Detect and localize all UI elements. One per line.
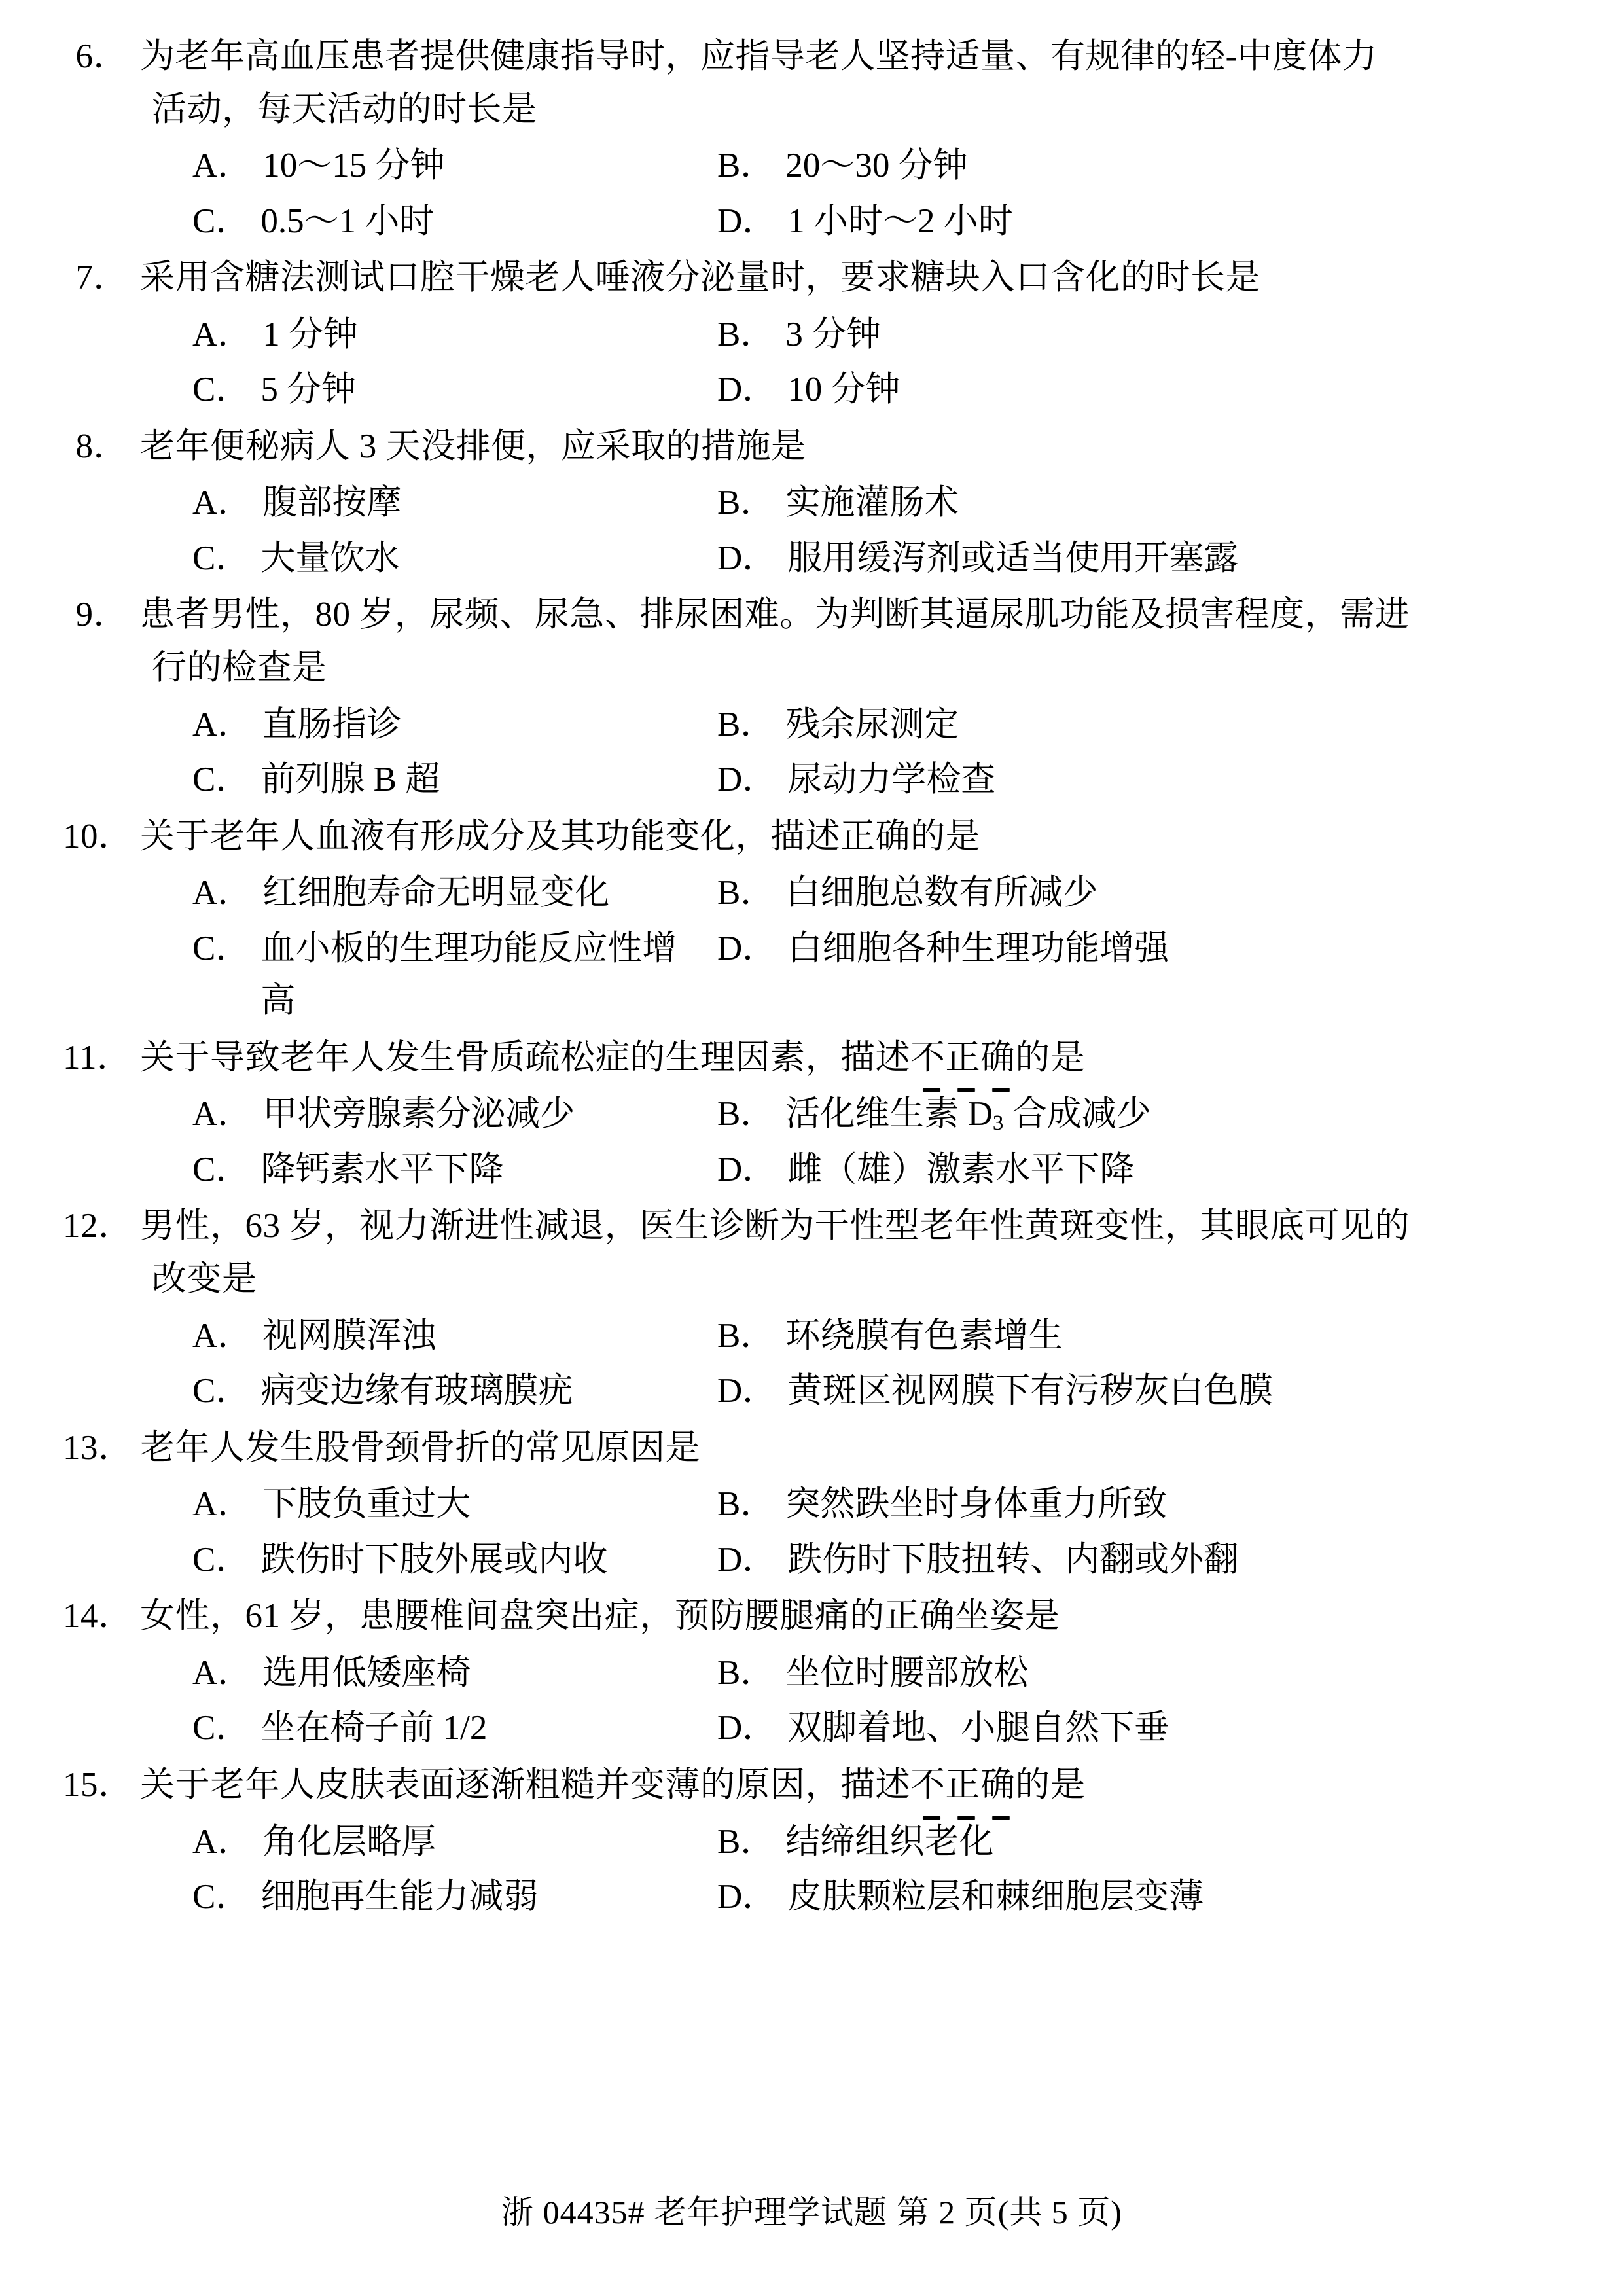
option-b-label: B． bbox=[717, 484, 776, 522]
option-d[interactable] bbox=[711, 1871, 1560, 1924]
option-list bbox=[63, 1816, 1560, 1924]
option-row bbox=[63, 1702, 1560, 1755]
option-list bbox=[63, 1088, 1560, 1196]
option-c[interactable] bbox=[63, 363, 711, 416]
option-d[interactable] bbox=[711, 363, 1560, 416]
option-d-text: 尿动力学检查 bbox=[787, 761, 996, 799]
option-a-text: 下肢负重过大 bbox=[262, 1485, 471, 1524]
option-b[interactable] bbox=[711, 1478, 1560, 1531]
option-c-label: C． bbox=[192, 1372, 251, 1410]
question-number: 10． bbox=[63, 817, 134, 855]
option-b-label: B． bbox=[717, 1095, 776, 1134]
question-10 bbox=[63, 810, 1560, 1028]
option-a-label: A． bbox=[192, 1095, 253, 1134]
option-c-label: C． bbox=[192, 1150, 251, 1189]
option-a-label: A． bbox=[192, 1316, 253, 1355]
question-stem-line2 bbox=[63, 1253, 1560, 1306]
question-number: 11． bbox=[63, 1038, 132, 1077]
option-d-label: D． bbox=[717, 1372, 777, 1410]
option-c-text: 跌伤时下肢外展或内收 bbox=[260, 1540, 608, 1579]
option-list bbox=[63, 1478, 1560, 1586]
question-11 bbox=[63, 1031, 1560, 1196]
option-b-text: 实施灌肠术 bbox=[785, 484, 959, 522]
option-c-label: C． bbox=[192, 1709, 251, 1748]
option-row bbox=[63, 922, 1560, 1028]
question-number: 12． bbox=[63, 1207, 134, 1246]
question-9 bbox=[63, 588, 1560, 806]
option-a-label: A． bbox=[192, 1822, 253, 1861]
option-c-label: C． bbox=[192, 539, 251, 577]
option-c[interactable] bbox=[63, 532, 711, 585]
option-b-text: 坐位时腰部放松 bbox=[785, 1653, 1029, 1692]
stem-suffix: 的是 bbox=[1015, 1038, 1086, 1077]
option-row bbox=[63, 1365, 1560, 1418]
question-12 bbox=[63, 1200, 1560, 1417]
emphasis-negation: 不正确 bbox=[910, 1759, 1016, 1812]
option-d-text: 黄斑区视网膜下有污秽灰白色膜 bbox=[787, 1372, 1274, 1410]
option-a-label: A． bbox=[192, 874, 253, 912]
option-c[interactable] bbox=[63, 1702, 711, 1755]
option-d-text: 服用缓泻剂或适当使用开塞露 bbox=[787, 539, 1239, 577]
option-list bbox=[63, 308, 1560, 416]
stem-suffix: 的是 bbox=[1015, 1765, 1086, 1804]
option-a-label: A． bbox=[192, 1485, 253, 1524]
stem-prefix: 关于导致老年人发生骨质疏松症的生理因素，描述 bbox=[140, 1038, 910, 1077]
option-d-label: D． bbox=[717, 761, 777, 799]
question-7 bbox=[63, 251, 1560, 416]
option-c-text: 大量饮水 bbox=[260, 539, 400, 577]
option-d-text: 白细胞各种生理功能增强 bbox=[787, 929, 1169, 967]
option-c[interactable] bbox=[63, 1365, 711, 1418]
option-a-text: 1 分钟 bbox=[262, 315, 359, 353]
option-row bbox=[63, 1088, 1560, 1141]
option-c-text: 5 分钟 bbox=[260, 370, 357, 409]
option-c-text: 细胞再生能力减弱 bbox=[260, 1878, 539, 1916]
option-b-label: B． bbox=[717, 705, 776, 744]
option-b[interactable] bbox=[711, 476, 1560, 529]
question-stem-text: 女性，61 岁，患腰椎间盘突出症，预防腰腿痛的正确坐姿是 bbox=[140, 1597, 1060, 1636]
option-c-text: 0.5～1 小时 bbox=[260, 202, 435, 240]
question-stem bbox=[63, 588, 1560, 641]
option-a-text: 10～15 分钟 bbox=[262, 147, 445, 185]
option-c[interactable] bbox=[63, 753, 711, 806]
option-d-text: 双脚着地、小腿自然下垂 bbox=[787, 1709, 1169, 1748]
option-a[interactable] bbox=[63, 1816, 711, 1869]
option-b-text: 环绕膜有色素增生 bbox=[785, 1316, 1063, 1355]
option-c-label: C． bbox=[192, 761, 251, 799]
option-b-label: B． bbox=[717, 1822, 776, 1861]
option-c-text: 降钙素水平下降 bbox=[260, 1150, 504, 1189]
option-b-text-pre: 活化维生素 D bbox=[785, 1095, 993, 1134]
option-d-label: D． bbox=[717, 1709, 777, 1748]
option-c-text: 病变边缘有玻璃膜疣 bbox=[260, 1372, 573, 1410]
option-b[interactable] bbox=[711, 1088, 1560, 1141]
question-stem-text: 采用含糖法测试口腔干燥老人唾液分泌量时，要求糖块入口含化的时长是 bbox=[140, 259, 1260, 297]
option-d-text: 雌（雄）激素水平下降 bbox=[787, 1150, 1135, 1189]
option-d[interactable] bbox=[711, 922, 1560, 1028]
option-row bbox=[63, 1816, 1560, 1869]
question-13 bbox=[63, 1422, 1560, 1587]
option-d[interactable] bbox=[711, 1534, 1560, 1587]
question-6 bbox=[63, 30, 1560, 247]
option-b-text: 白细胞总数有所减少 bbox=[785, 874, 1098, 912]
option-a-label: A． bbox=[192, 705, 253, 744]
option-a-text: 选用低矮座椅 bbox=[262, 1653, 471, 1692]
option-d-text: 跌伤时下肢扭转、内翻或外翻 bbox=[787, 1540, 1239, 1579]
option-d-text: 皮肤颗粒层和棘细胞层变薄 bbox=[787, 1878, 1204, 1916]
option-list bbox=[63, 476, 1560, 584]
question-stem-text-cont: 行的检查是 bbox=[152, 649, 327, 687]
question-stem-text bbox=[140, 1759, 1560, 1812]
question-stem-line2 bbox=[63, 641, 1560, 694]
option-list bbox=[63, 1647, 1560, 1755]
option-row bbox=[63, 363, 1560, 416]
question-number: 6． bbox=[75, 37, 128, 75]
option-row bbox=[63, 308, 1560, 361]
option-row bbox=[63, 1478, 1560, 1531]
question-stem-text-cont: 活动，每天活动的时长是 bbox=[152, 90, 537, 128]
option-row bbox=[63, 698, 1560, 751]
option-b[interactable] bbox=[711, 308, 1560, 361]
option-c-label: C． bbox=[192, 1878, 251, 1916]
option-a[interactable] bbox=[63, 139, 711, 192]
option-b-subscript: 3 bbox=[992, 1111, 1004, 1136]
option-c-label: C． bbox=[192, 929, 251, 967]
question-stem bbox=[63, 30, 1560, 83]
question-8 bbox=[63, 420, 1560, 585]
option-d[interactable] bbox=[711, 532, 1560, 585]
question-stem bbox=[63, 1031, 1560, 1085]
question-stem-text: 为老年高血压患者提供健康指导时，应指导老人坚持适量、有规律的轻-中度体力 bbox=[140, 37, 1378, 75]
option-b-text-post: 合成减少 bbox=[1003, 1095, 1151, 1134]
question-stem bbox=[63, 251, 1560, 304]
question-stem bbox=[63, 1200, 1560, 1253]
option-b-text: 20～30 分钟 bbox=[785, 147, 968, 185]
option-b[interactable] bbox=[711, 1816, 1560, 1869]
option-a[interactable] bbox=[63, 698, 711, 751]
question-stem bbox=[63, 810, 1560, 863]
option-a[interactable] bbox=[63, 1647, 711, 1700]
option-d-text: 1 小时～2 小时 bbox=[787, 202, 1013, 240]
option-d-label: D． bbox=[717, 1540, 777, 1579]
option-row bbox=[63, 195, 1560, 248]
option-row bbox=[63, 1534, 1560, 1587]
option-b[interactable] bbox=[711, 867, 1560, 920]
option-row bbox=[63, 1871, 1560, 1924]
option-d-label: D． bbox=[717, 202, 777, 240]
option-d-label: D． bbox=[717, 929, 777, 967]
question-stem bbox=[63, 1759, 1560, 1812]
question-stem bbox=[63, 1590, 1560, 1643]
question-number: 7． bbox=[75, 259, 128, 297]
option-c-label: C． bbox=[192, 370, 251, 409]
question-stem-text: 老年便秘病人 3 天没排便，应采取的措施是 bbox=[140, 427, 806, 465]
option-list bbox=[63, 698, 1560, 806]
option-d-label: D． bbox=[717, 1878, 777, 1916]
option-b[interactable] bbox=[711, 139, 1560, 192]
option-d[interactable] bbox=[711, 195, 1560, 248]
option-a-text: 红细胞寿命无明显变化 bbox=[262, 874, 610, 912]
option-c[interactable] bbox=[63, 1143, 711, 1196]
question-stem bbox=[63, 1422, 1560, 1475]
question-stem-text bbox=[140, 1031, 1560, 1085]
option-list bbox=[63, 867, 1560, 1028]
option-a[interactable] bbox=[63, 1088, 711, 1141]
question-15 bbox=[63, 1759, 1560, 1924]
option-d[interactable] bbox=[711, 1702, 1560, 1755]
option-b-text: 3 分钟 bbox=[785, 315, 882, 353]
option-c-text: 前列腺 B 超 bbox=[260, 761, 440, 799]
option-b-label: B． bbox=[717, 1316, 776, 1355]
question-stem-text: 男性，63 岁，视力渐进性减退，医生诊断为干性型老年性黄斑变性，其眼底可见的 bbox=[140, 1207, 1410, 1246]
option-a-text: 甲状旁腺素分泌减少 bbox=[262, 1095, 575, 1134]
option-b-label: B． bbox=[717, 315, 776, 353]
option-a-text: 角化层略厚 bbox=[262, 1822, 437, 1861]
option-a[interactable] bbox=[63, 308, 711, 361]
option-c-text: 血小板的生理功能反应性增高 bbox=[260, 929, 677, 1020]
option-a-label: A． bbox=[192, 1653, 253, 1692]
option-row bbox=[63, 476, 1560, 529]
option-d-label: D． bbox=[717, 1150, 777, 1189]
question-number: 13． bbox=[63, 1428, 134, 1467]
question-stem-line2 bbox=[63, 83, 1560, 136]
option-c-text: 坐在椅子前 1/2 bbox=[260, 1709, 488, 1748]
option-b[interactable] bbox=[711, 1310, 1560, 1363]
option-b-text bbox=[785, 1088, 1560, 1141]
option-a-text: 腹部按摩 bbox=[262, 484, 402, 522]
emphasis-negation: 不正确 bbox=[910, 1031, 1016, 1085]
question-stem-text: 患者男性，80 岁，尿频、尿急、排尿困难。为判断其逼尿肌功能及损害程度，需进 bbox=[140, 596, 1410, 634]
question-number: 8． bbox=[75, 427, 128, 465]
question-stem-text: 老年人发生股骨颈骨折的常见原因是 bbox=[140, 1428, 700, 1467]
page-footer: 浙 04435# 老年护理学试题 第 2 页(共 5 页) bbox=[501, 2194, 1122, 2231]
option-d-label: D． bbox=[717, 539, 777, 577]
question-number: 15． bbox=[63, 1765, 134, 1804]
question-14 bbox=[63, 1590, 1560, 1755]
option-d-label: D． bbox=[717, 370, 777, 409]
option-a[interactable] bbox=[63, 1478, 711, 1531]
option-row bbox=[63, 1143, 1560, 1196]
option-b-text: 突然跌坐时身体重力所致 bbox=[785, 1485, 1168, 1524]
question-stem-text-cont: 改变是 bbox=[152, 1260, 257, 1299]
option-c-label: C． bbox=[192, 202, 251, 240]
option-c-label: C． bbox=[192, 1540, 251, 1579]
question-number: 14． bbox=[63, 1597, 134, 1636]
option-row bbox=[63, 139, 1560, 192]
option-d[interactable] bbox=[711, 1143, 1560, 1196]
option-a-label: A． bbox=[192, 315, 253, 353]
option-list bbox=[63, 139, 1560, 247]
option-a[interactable] bbox=[63, 867, 711, 920]
stem-prefix: 关于老年人皮肤表面逐渐粗糙并变薄的原因，描述 bbox=[140, 1765, 910, 1804]
option-b-label: B． bbox=[717, 1485, 776, 1524]
option-b-label: B． bbox=[717, 147, 776, 185]
option-b[interactable] bbox=[711, 698, 1560, 751]
option-b[interactable] bbox=[711, 1647, 1560, 1700]
option-a[interactable] bbox=[63, 1310, 711, 1363]
option-d[interactable] bbox=[711, 753, 1560, 806]
question-number: 9． bbox=[75, 596, 128, 634]
option-d[interactable] bbox=[711, 1365, 1560, 1418]
option-c[interactable] bbox=[63, 1871, 711, 1924]
option-a-text: 直肠指诊 bbox=[262, 705, 402, 744]
option-c[interactable] bbox=[63, 195, 711, 248]
option-row bbox=[63, 1647, 1560, 1700]
option-a-text: 视网膜浑浊 bbox=[262, 1316, 437, 1355]
question-stem-text: 关于老年人血液有形成分及其功能变化，描述正确的是 bbox=[140, 817, 980, 855]
option-row bbox=[63, 867, 1560, 920]
option-a[interactable] bbox=[63, 476, 711, 529]
option-b-text: 结缔组织老化 bbox=[785, 1822, 994, 1861]
option-c[interactable] bbox=[63, 1534, 711, 1587]
option-row bbox=[63, 753, 1560, 806]
option-b-text: 残余尿测定 bbox=[785, 705, 959, 744]
option-row bbox=[63, 532, 1560, 585]
option-row bbox=[63, 1310, 1560, 1363]
option-b-label: B． bbox=[717, 1653, 776, 1692]
question-stem bbox=[63, 420, 1560, 473]
option-list bbox=[63, 1310, 1560, 1418]
option-a-label: A． bbox=[192, 147, 253, 185]
option-d-text: 10 分钟 bbox=[787, 370, 901, 409]
option-b-label: B． bbox=[717, 874, 776, 912]
option-c[interactable] bbox=[63, 922, 711, 1028]
option-a-label: A． bbox=[192, 484, 253, 522]
